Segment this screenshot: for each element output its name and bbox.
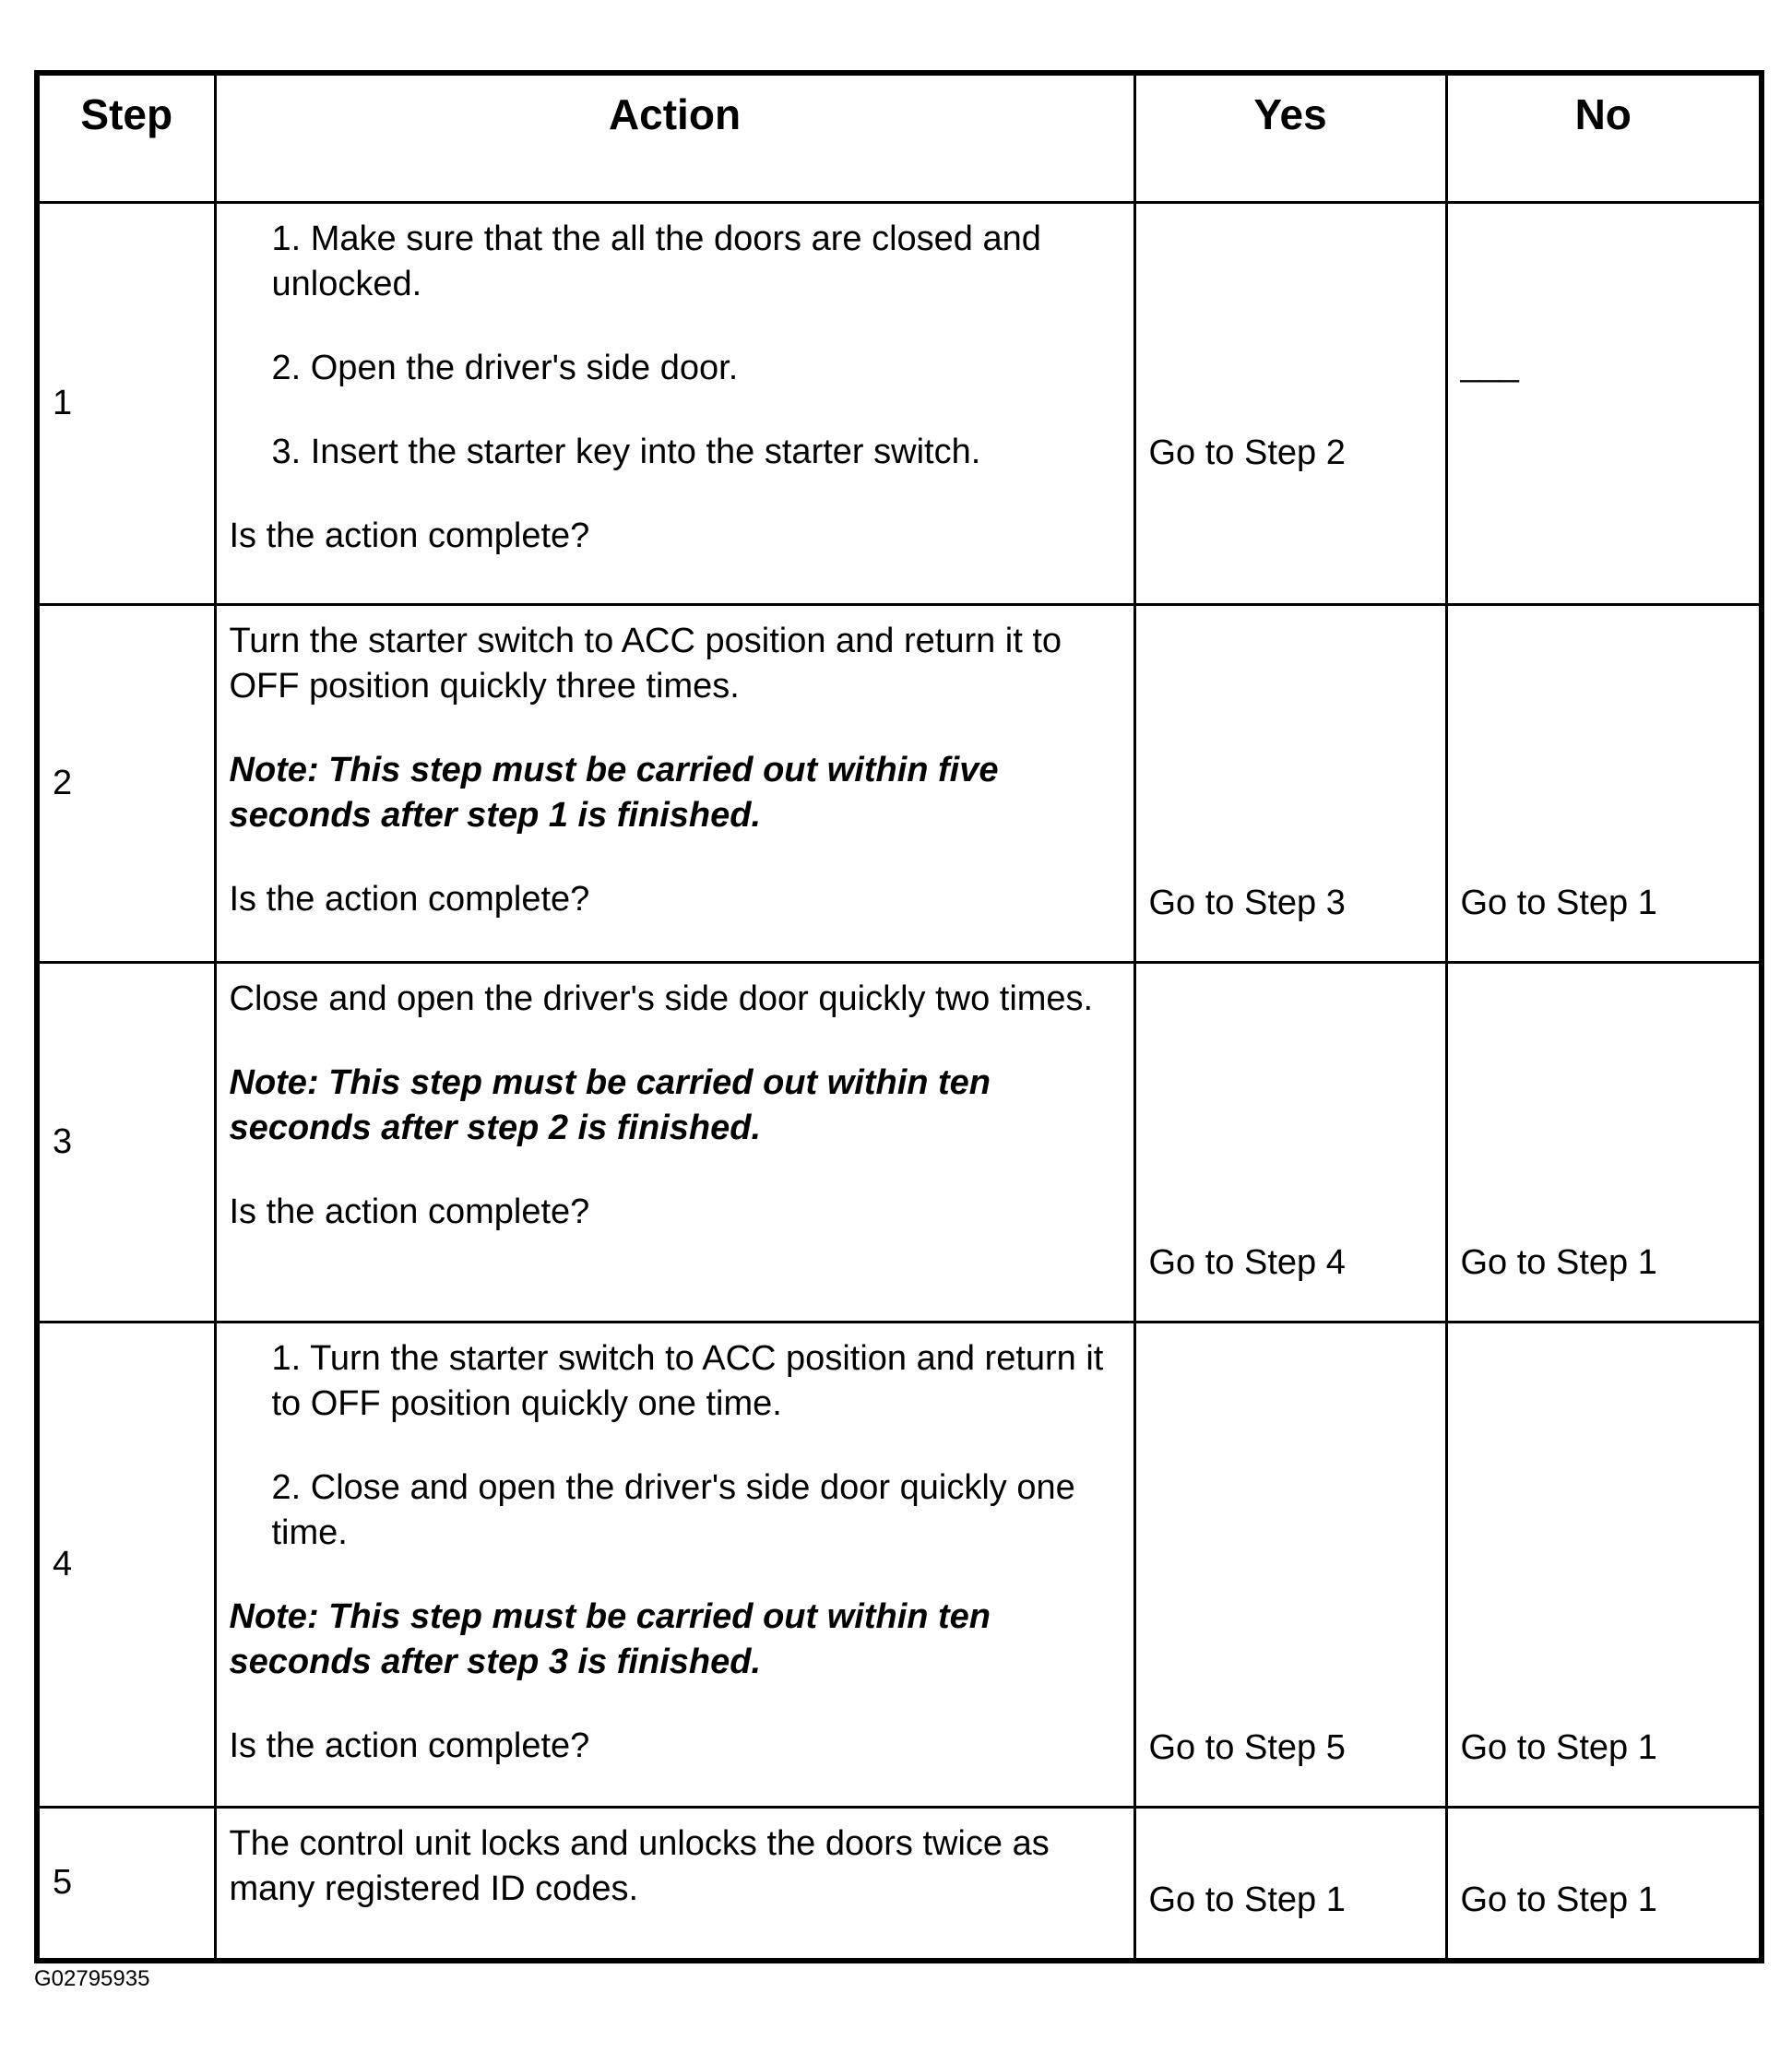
action-question: Is the action complete? — [229, 1192, 590, 1231]
header-step: Step — [37, 73, 215, 203]
action-note: Note: This step must be carried out within five seconds after step 1 is finished. — [229, 751, 999, 835]
diagnostic-step-table — [34, 70, 1764, 1963]
no-result: Go to Step 1 — [1446, 605, 1762, 963]
action-cell — [215, 605, 1134, 963]
figure-id: G02795935 — [34, 1966, 150, 1991]
action-note: Note: This step must be carried out within ten seconds after step 3 is finished. — [229, 1597, 991, 1681]
header-yes: Yes — [1134, 73, 1446, 203]
table-row-step-4 — [37, 1323, 1762, 1808]
step-number: 3 — [37, 963, 215, 1323]
sub-step-list — [272, 217, 1121, 475]
header-action: Action — [215, 73, 1134, 203]
table-row-step-5 — [37, 1808, 1762, 1961]
yes-result: Go to Step 4 — [1134, 963, 1446, 1323]
no-result: ___ — [1446, 203, 1762, 605]
action-question: Is the action complete? — [229, 880, 590, 919]
action-cell — [215, 1323, 1134, 1808]
header-no: No — [1446, 73, 1762, 203]
action-question: Is the action complete? — [229, 516, 590, 555]
table-row-step-3 — [37, 963, 1762, 1323]
step-number: 2 — [37, 605, 215, 963]
action-text: Turn the starter switch to ACC position and return it to OFF position quickly three times. — [229, 622, 1062, 706]
no-result: Go to Step 1 — [1446, 1323, 1762, 1808]
yes-result: Go to Step 2 — [1134, 203, 1446, 605]
action-text: The control unit locks and unlocks the doors twice as many registered ID codes. — [229, 1824, 1050, 1908]
action-question: Is the action complete? — [229, 1726, 590, 1765]
step-number: 1 — [37, 203, 215, 605]
sub-step: 2. Open the driver's side door. — [271, 349, 739, 387]
action-note: Note: This step must be carried out within ten seconds after step 2 is finished. — [229, 1063, 991, 1147]
yes-result: Go to Step 3 — [1134, 605, 1446, 963]
no-result: Go to Step 1 — [1446, 1808, 1762, 1961]
action-text: Close and open the driver's side door quickly two times. — [229, 979, 1094, 1018]
sub-step: 1. Make sure that the all the doors are closed and unlocked. — [271, 219, 1041, 303]
table-row-step-2 — [37, 605, 1762, 963]
yes-result: Go to Step 1 — [1134, 1808, 1446, 1961]
no-result: Go to Step 1 — [1446, 963, 1762, 1323]
sub-step: 3. Insert the starter key into the starter switch. — [271, 433, 981, 471]
yes-result: Go to Step 5 — [1134, 1323, 1446, 1808]
action-cell — [215, 203, 1134, 605]
table-row-step-1 — [37, 203, 1762, 605]
step-number: 4 — [37, 1323, 215, 1808]
action-cell — [215, 1808, 1134, 1961]
step-number: 5 — [37, 1808, 215, 1961]
sub-step-list — [272, 1336, 1121, 1556]
diagnostic-step-table-container — [34, 70, 1759, 1963]
table-header-row — [37, 73, 1762, 203]
action-cell — [215, 963, 1134, 1323]
sub-step: 2. Close and open the driver's side door quickly one time. — [271, 1468, 1075, 1552]
sub-step: 1. Turn the starter switch to ACC position and return it to OFF position quickly one time. — [271, 1339, 1104, 1423]
